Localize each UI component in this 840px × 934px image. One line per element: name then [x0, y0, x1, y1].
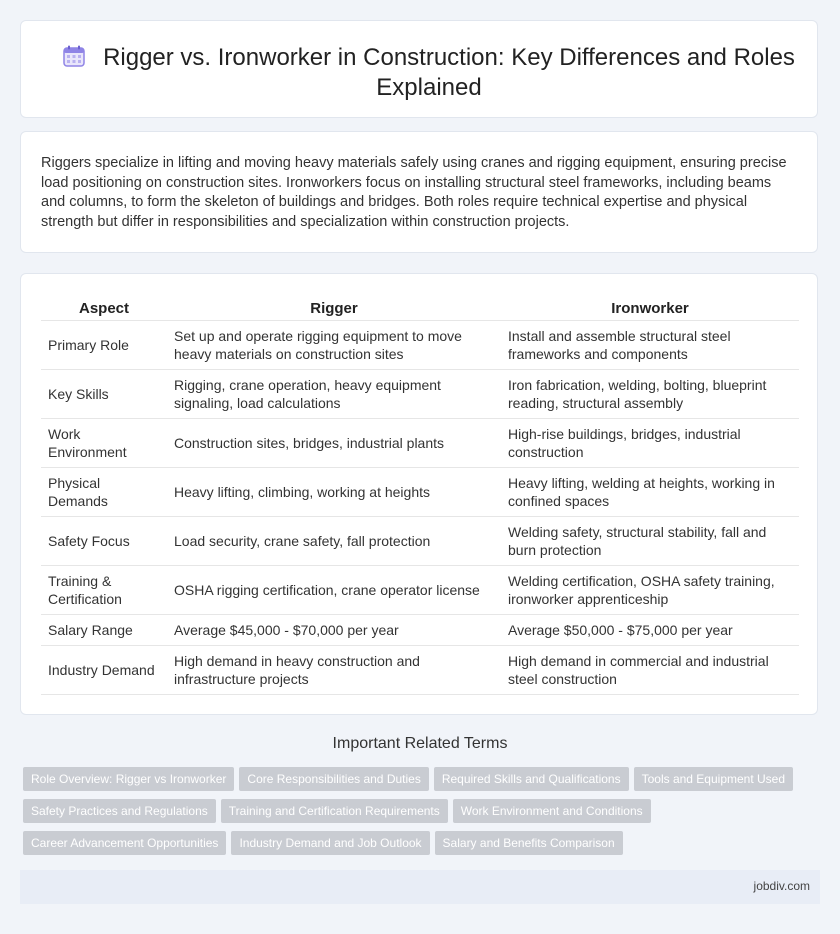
ironworker-cell: Iron fabrication, welding, bolting, blueprint reading, structural assembly — [501, 370, 799, 419]
rigger-cell: Average $45,000 - $70,000 per year — [167, 615, 501, 646]
table-row — [41, 615, 799, 646]
calendar-icon — [63, 45, 85, 67]
intro-card — [20, 131, 818, 253]
table-row — [41, 419, 799, 468]
related-term-tag[interactable]: Career Advancement Opportunities — [23, 831, 226, 855]
table-row — [41, 517, 799, 566]
comparison-table — [41, 296, 799, 695]
rigger-cell: Load security, crane safety, fall protection — [167, 517, 501, 566]
related-term-tag[interactable]: Training and Certification Requirements — [221, 799, 448, 823]
aspect-cell: Training & Certification — [41, 566, 167, 615]
ironworker-cell: Heavy lifting, welding at heights, working in confined spaces — [501, 468, 799, 517]
page-title-container — [61, 43, 797, 103]
footer-site-link[interactable]: jobdiv.com — [753, 879, 810, 893]
rigger-cell: Heavy lifting, climbing, working at heights — [167, 468, 501, 517]
related-term-tag[interactable]: Required Skills and Qualifications — [434, 767, 629, 791]
header-aspect: Aspect — [41, 296, 167, 321]
related-term-tag[interactable]: Salary and Benefits Comparison — [435, 831, 623, 855]
related-term-tag[interactable]: Core Responsibilities and Duties — [239, 767, 428, 791]
ironworker-cell: High demand in commercial and industrial steel construction — [501, 646, 799, 695]
related-term-tag[interactable]: Work Environment and Conditions — [453, 799, 651, 823]
footer — [20, 870, 820, 904]
ironworker-cell: High-rise buildings, bridges, industrial construction — [501, 419, 799, 468]
ironworker-cell: Welding certification, OSHA safety training, ironworker apprenticeship — [501, 566, 799, 615]
aspect-cell: Work Environment — [41, 419, 167, 468]
tag-row — [23, 767, 813, 799]
table-row — [41, 566, 799, 615]
header-card — [20, 20, 818, 118]
ironworker-cell: Average $50,000 - $75,000 per year — [501, 615, 799, 646]
intro-paragraph: Riggers specialize in lifting and moving heavy materials safely using cranes and rigging equipment, ensuring precise load positioning on construction sites. Ironworkers focus on installing structural steel frameworks, including beams and columns, to form the skeleton of buildings and bridges. Both roles require technical expertise and physical strength but differ in responsibilities and specialization within construction projects. — [41, 155, 787, 230]
table-row — [41, 321, 799, 370]
aspect-cell: Key Skills — [41, 370, 167, 419]
aspect-cell: Physical Demands — [41, 468, 167, 517]
related-term-tag[interactable]: Role Overview: Rigger vs Ironworker — [23, 767, 234, 791]
header-ironworker: Ironworker — [501, 296, 799, 321]
rigger-cell: Construction sites, bridges, industrial plants — [167, 419, 501, 468]
header-rigger: Rigger — [167, 296, 501, 321]
rigger-cell: OSHA rigging certification, crane operator license — [167, 566, 501, 615]
page-title: Rigger vs. Ironworker in Construction: Key Differences and Roles Explained — [103, 44, 795, 101]
comparison-card — [20, 273, 818, 715]
tag-row — [23, 799, 813, 831]
aspect-cell: Safety Focus — [41, 517, 167, 566]
related-term-tag[interactable]: Tools and Equipment Used — [634, 767, 793, 791]
aspect-cell: Salary Range — [41, 615, 167, 646]
rigger-cell: Set up and operate rigging equipment to move heavy materials on construction sites — [167, 321, 501, 370]
rigger-cell: High demand in heavy construction and infrastructure projects — [167, 646, 501, 695]
ironworker-cell: Install and assemble structural steel frameworks and components — [501, 321, 799, 370]
table-row — [41, 468, 799, 517]
related-terms-title: Important Related Terms — [332, 735, 508, 752]
rigger-cell: Rigging, crane operation, heavy equipment signaling, load calculations — [167, 370, 501, 419]
related-term-tag[interactable]: Safety Practices and Regulations — [23, 799, 216, 823]
aspect-cell: Industry Demand — [41, 646, 167, 695]
related-term-tag[interactable]: Industry Demand and Job Outlook — [231, 831, 429, 855]
table-row — [41, 370, 799, 419]
table-row — [41, 646, 799, 695]
ironworker-cell: Welding safety, structural stability, fall and burn protection — [501, 517, 799, 566]
related-terms-list — [23, 767, 813, 863]
tag-row — [23, 831, 813, 863]
aspect-cell: Primary Role — [41, 321, 167, 370]
table-header-row — [41, 296, 799, 321]
